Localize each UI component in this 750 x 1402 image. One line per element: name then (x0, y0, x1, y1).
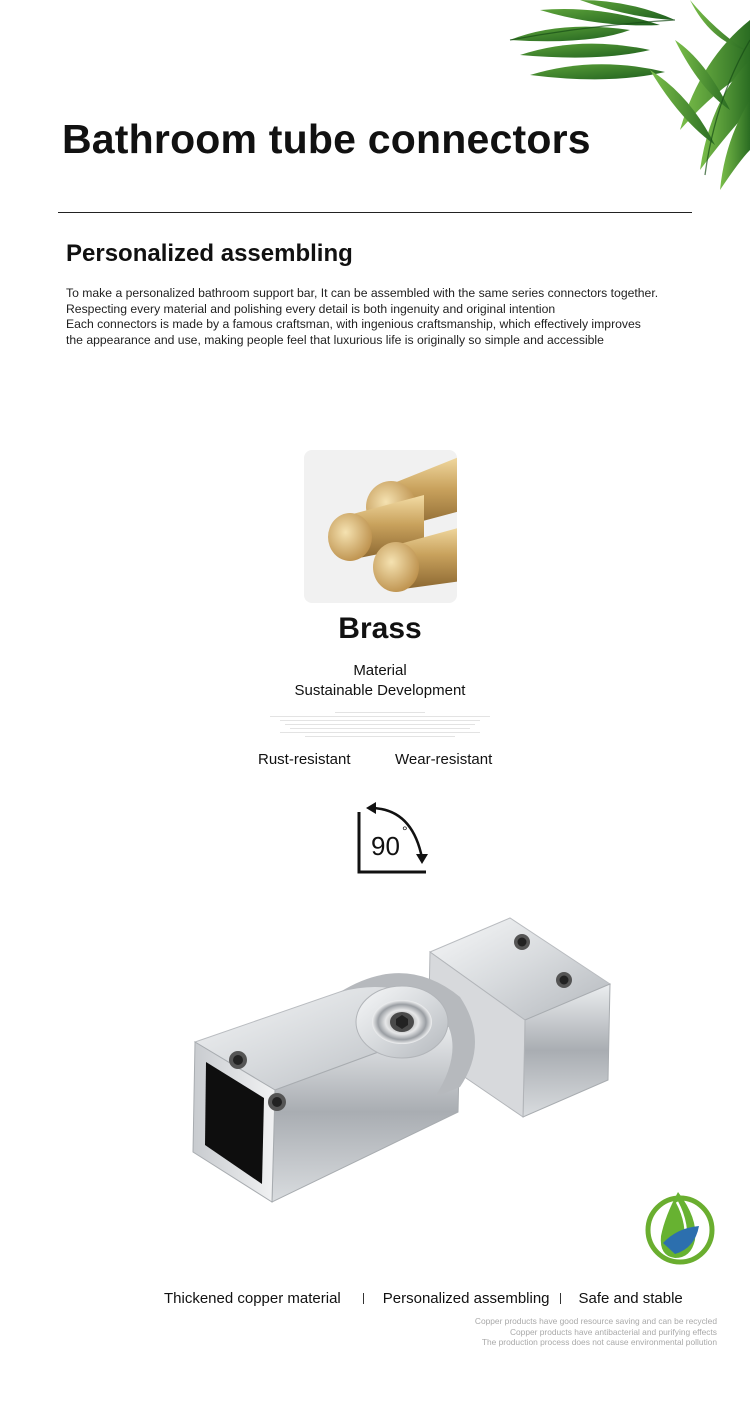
material-caption: Material (353, 662, 407, 679)
palm-leaves-decoration (500, 0, 750, 195)
feature-separator (363, 1293, 364, 1304)
bottom-feature-row (164, 1290, 683, 1307)
material-caption-sub: Sustainable Development (294, 682, 466, 699)
intro-paragraph (66, 286, 706, 348)
note-line: Copper products have good resource saving and can be recycled (474, 1316, 717, 1326)
note-line: The production process does not cause environmental pollution (481, 1337, 717, 1348)
bottom-notes (475, 1316, 717, 1348)
tube-connector-product (190, 912, 615, 1212)
intro-line: Respecting every material and polishing every detail is both ingenuity and original intention (66, 301, 556, 316)
feature-safe-stable: Safe and stable (578, 1290, 683, 1307)
intro-line: the appearance and use, making people feel that luxurious life is originally so simple and accessible (66, 332, 604, 347)
intro-line: Each connectors is made by a famous craftsman, with ingenious craftsmanship, which effectively improves (66, 317, 641, 332)
title-divider (58, 212, 692, 213)
feature-thickened-copper: Thickened copper material (164, 1290, 341, 1307)
eco-leaf-drop-icon (643, 1188, 718, 1268)
feature-wear-resistant: Wear-resistant (395, 751, 493, 768)
material-title: Brass (338, 612, 422, 645)
feature-personalized-assembling: Personalized assembling (382, 1290, 550, 1307)
angle-degree: ° (402, 823, 408, 839)
note-line: Copper products have antibacterial and purifying effects (509, 1326, 717, 1337)
feature-separator (560, 1293, 561, 1304)
faint-fine-print (270, 712, 490, 740)
feature-rust-resistant: Rust-resistant (258, 751, 351, 768)
page-title: Bathroom tube connectors (62, 116, 591, 162)
brass-rods-photo (304, 450, 457, 603)
intro-line: To make a personalized bathroom support bar, It can be assembled with the same series connectors together. (66, 286, 659, 300)
angle-value: 90 (371, 831, 400, 861)
section-subtitle: Personalized assembling (66, 240, 353, 267)
rotate-90-degree-icon (354, 800, 434, 876)
